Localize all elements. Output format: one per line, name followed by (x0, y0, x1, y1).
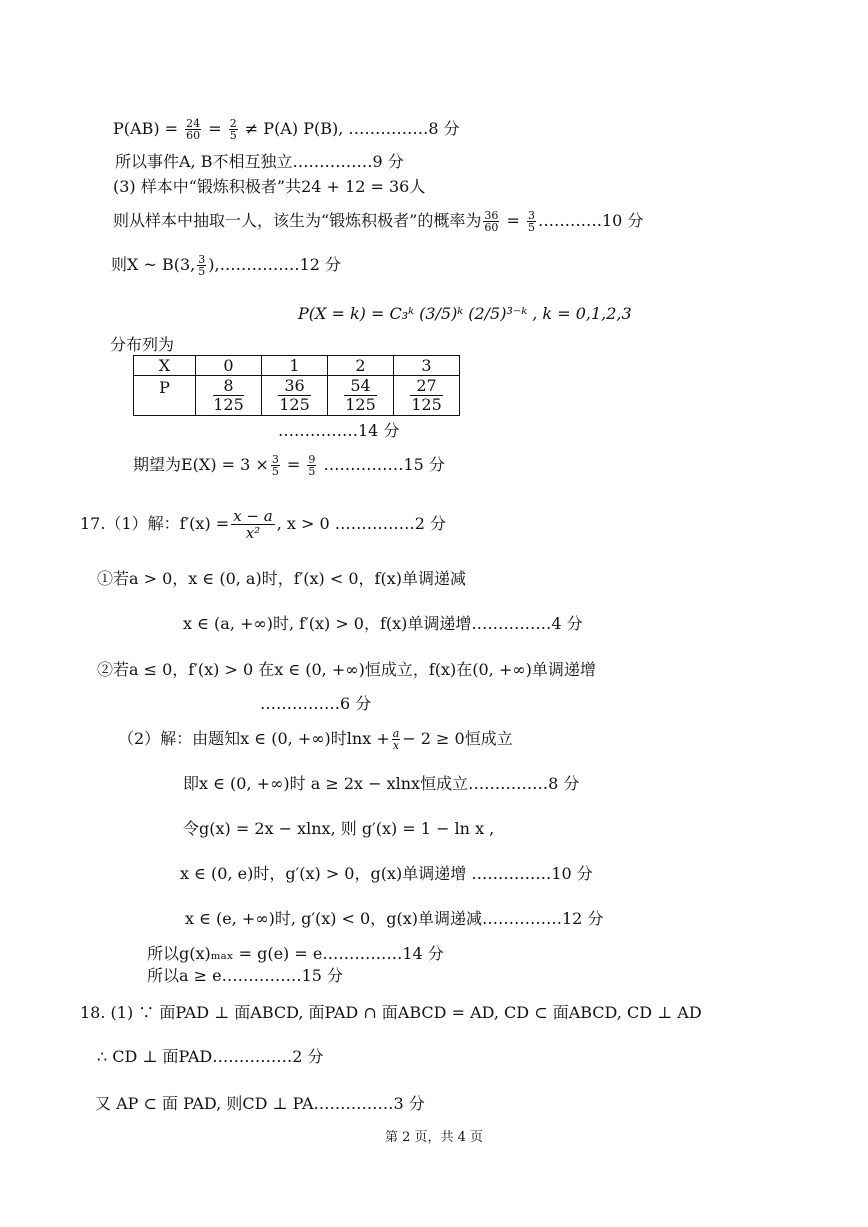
fraction-derivative: $\frac{x - a}{\text{x²}}$ (233, 507, 273, 542)
table-header-row (134, 356, 460, 376)
text-part2-pre: （2）解：由题知x ∈ (0, +∞)时lnx + (118, 729, 390, 748)
table-header-cell: 3 (394, 356, 460, 376)
line-probability: 则从样本中抽取一人，该生为“锻炼积极者”的概率为 $\frac{36}{60}$ = $\frac{3}{5}$ …………10 分 (113, 209, 644, 234)
table-header-cell: 1 (262, 356, 328, 376)
distribution-table (133, 355, 460, 416)
line-case-a-nonpositive: ②若a ≤ 0，f′(x) > 0 在x ∈ (0, +∞)恒成立，f(x)在(0, +∞)单调递增 (97, 660, 596, 679)
line-conclusion: 所以a ≥ e……………15 分 (147, 966, 344, 985)
table-row-label: P (134, 376, 196, 416)
line-distribution-heading: 分布列为 (110, 335, 175, 354)
table-cell: $\frac{8}{125}$ (196, 376, 262, 416)
text-probability-post: …………10 分 (537, 211, 644, 230)
line-part3-sample: (3) 样本中“锻炼积极者”共24 + 12 = 36人 (113, 177, 426, 196)
table-cell: $\frac{54}{125}$ (328, 376, 394, 416)
line-inequality: 即x ∈ (0, +∞)时 a ≥ 2x − xlnx恒成立……………8 分 (183, 774, 580, 793)
text-q17-pre: 17.（1）解：f′(x) = (80, 514, 230, 533)
table-cell: $\frac{27}{125}$ (394, 376, 460, 416)
line-cd-perp-pad: ∴ CD ⊥ 面PAD……………2 分 (97, 1047, 324, 1066)
fraction-24-60: $\frac{24}{60}$ (186, 117, 201, 142)
line-define-g: 令g(x) = 2x − xlnx, 则 g′(x) = 1 − ln x , (183, 819, 495, 838)
text-binomial-post: ),……………12 分 (208, 255, 342, 274)
table-header-cell: 0 (196, 356, 262, 376)
line-expectation: 期望为E(X) = 3 × $\frac{3}{5}$ = $\frac{9}{5}$ ……………15 分 (133, 453, 445, 478)
fraction-3-5-binomial: $\frac{3}{5}$ (198, 253, 206, 278)
line-not-independent: 所以事件A, B不相互独立……………9 分 (115, 152, 404, 171)
line-case-a-positive: ①若a > 0，x ∈ (0, a)时，f′(x) < 0，f(x)单调递减 (97, 569, 466, 588)
page-footer: 第 2 页，共 4 页 (384, 1130, 484, 1145)
line-q18-premise: 18. (1) ∵ 面PAD ⊥ 面ABCD, 面PAD ∩ 面ABCD = AD, CD ⊂ 面ABCD, CD ⊥ AD (80, 1003, 702, 1022)
line-g-decreasing: x ∈ (e, +∞)时, g′(x) < 0，g(x)单调递减……………12 分 (185, 909, 604, 928)
fraction-3-5-exp: $\frac{3}{5}$ (271, 453, 279, 478)
table-row (134, 376, 460, 416)
line-p-ab: P(AB) = $\frac{24}{60}$ = $\frac{2}{5}$ ≠ P(A) P(B), ……………8 分 (113, 117, 460, 142)
line-q17-part2 (118, 728, 513, 751)
line-q17-part1 (80, 508, 446, 541)
text-binomial-pre: 则X ~ B(3, (111, 255, 196, 274)
line-score-14: ……………14 分 (278, 421, 400, 440)
fraction-3-5: $\frac{3}{5}$ (527, 209, 535, 234)
line-increasing-interval: x ∈ (a, +∞)时, f′(x) > 0，f(x)单调递增……………4 分 (183, 614, 583, 633)
table-cell: $\frac{36}{125}$ (262, 376, 328, 416)
line-g-increasing: x ∈ (0, e)时，g′(x) > 0，g(x)单调递增 ……………10 分 (180, 864, 593, 883)
text-part2-post: − 2 ≥ 0恒成立 (402, 729, 513, 748)
line-score-6: ……………6 分 (260, 694, 372, 713)
table-header-cell: 2 (328, 356, 394, 376)
fraction-a-x: $\frac{a}{x}$ (392, 727, 400, 752)
text-q17-post: , x > 0 ……………2 分 (276, 514, 447, 533)
line-binomial (111, 254, 341, 277)
text-expectation-pre: 期望为E(X) = 3 × (133, 455, 269, 474)
text-expectation-post: ……………15 分 (323, 455, 445, 474)
line-g-max: 所以g(x)ₘₐₓ = g(e) = e……………14 分 (147, 944, 444, 963)
table-header-cell: X (134, 356, 196, 376)
text-probability-pre: 则从样本中抽取一人，该生为“锻炼积极者”的概率为 (113, 211, 482, 230)
fraction-2-5: $\frac{2}{5}$ (229, 117, 237, 142)
text-p-ab-post: ≠ P(A) P(B), ……………8 分 (239, 119, 460, 138)
line-pmf-formula: P(X = k) = C₃ᵏ (3/5)ᵏ (2/5)³⁻ᵏ , k = 0,1,2,3 (298, 304, 632, 323)
text-p-ab-pre: P(AB) = (113, 119, 184, 138)
fraction-36-60: $\frac{36}{60}$ (484, 209, 499, 234)
fraction-9-5: $\frac{9}{5}$ (308, 453, 316, 478)
line-cd-perp-pa: 又 AP ⊂ 面 PAD, 则CD ⊥ PA……………3 分 (95, 1094, 425, 1113)
